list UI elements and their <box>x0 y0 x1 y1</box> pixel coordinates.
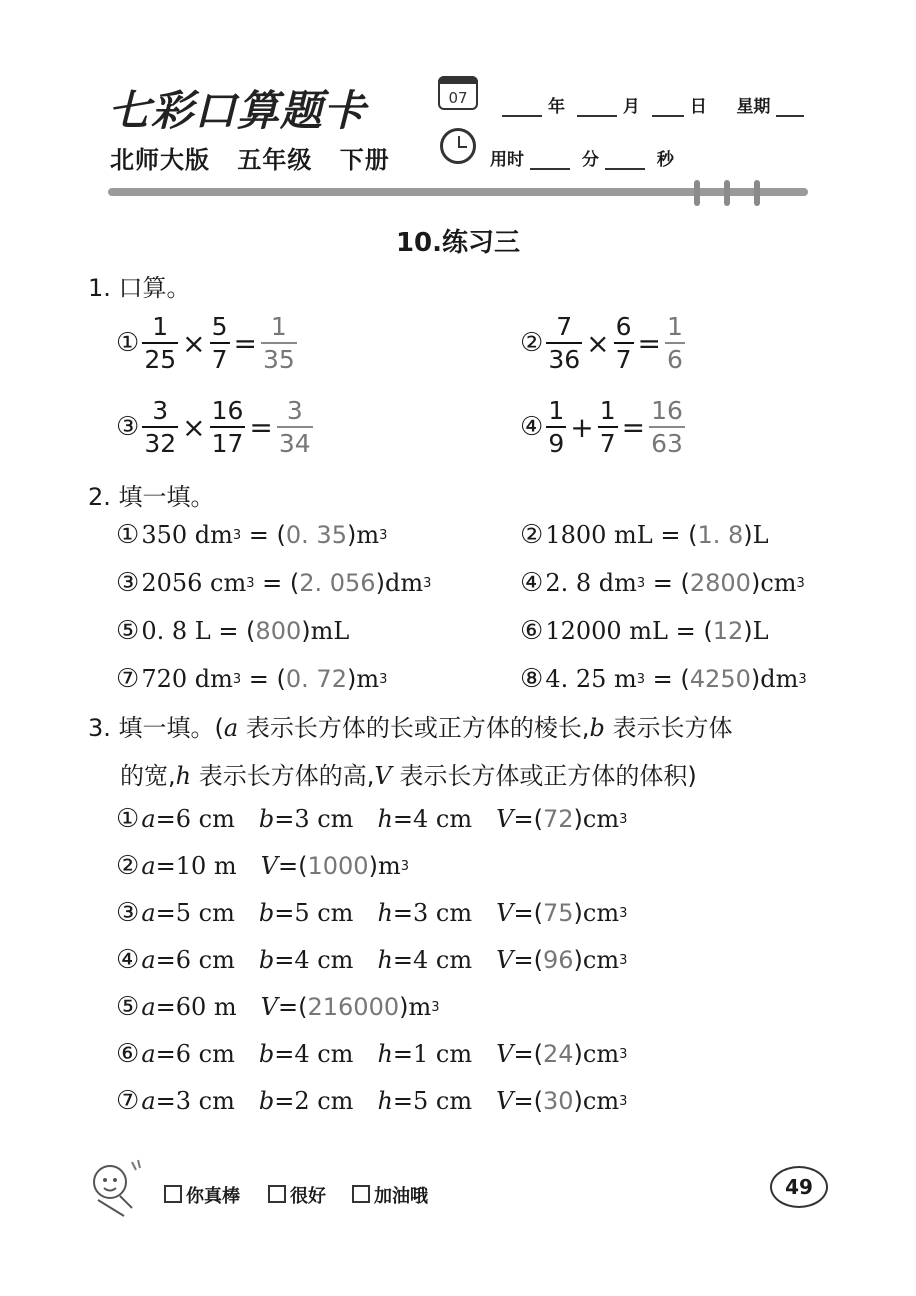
answer: 4250 <box>689 665 751 693</box>
answer: 1000 <box>307 852 369 880</box>
unit-conversion-item: ③ 2056 cm 3 = ( 2. 056 ) dm 3 <box>116 568 432 598</box>
lesson-title: 10.练习三 <box>395 228 521 258</box>
answer: 800 <box>255 617 302 645</box>
oral-calc-item: ② $\frac{7}{36}$ × $\frac{6}{7}$ = $\frac{1}{6}$ <box>520 312 683 374</box>
oral-calc-item: ① $\frac{1}{25}$ × $\frac{5}{7}$ = $\frac{1}{35}$ <box>116 312 295 374</box>
divider-bead <box>724 180 730 206</box>
answer: 12 <box>712 617 744 645</box>
answer: 96 <box>542 946 574 974</box>
fraction: $\frac{5}{7}$ <box>211 312 228 374</box>
edition-line <box>110 140 408 175</box>
volume-item: ① a = 6 cm b = 3 cm h = 4 cm V =( 72 ) cm 3 <box>116 804 628 834</box>
page-number: 49 <box>770 1166 828 1208</box>
fraction: $\frac{7}{36}$ <box>548 312 581 374</box>
answer: 2800 <box>689 569 751 597</box>
fraction: $\frac{16}{63}$ <box>651 396 683 458</box>
oral-calc-item: ④ $\frac{1}{9}$ + $\frac{1}{7}$ = $\frac{16}{63}$ <box>520 396 683 458</box>
unit-conversion-item: ⑧ 4. 25 m 3 = ( 4250 ) dm 3 <box>520 664 807 694</box>
answer: 72 <box>542 805 574 833</box>
fraction: $\frac{1}{35}$ <box>262 312 295 374</box>
volume-item: ⑦ a = 3 cm b = 2 cm h = 5 cm V =( 30 ) cm 3 <box>116 1086 628 1116</box>
fraction: $\frac{1}{9}$ <box>548 396 565 458</box>
unit-conversion-item: ② 1800 mL = ( 1. 8 ) L <box>520 520 769 550</box>
answer: 24 <box>542 1040 574 1068</box>
calendar-icon: 07 <box>438 76 478 110</box>
divider-bead <box>694 180 700 206</box>
fraction: $\frac{3}{34}$ <box>278 396 311 458</box>
fraction: $\frac{3}{32}$ <box>144 396 177 458</box>
volume-item: ③ a = 5 cm b = 5 cm h = 3 cm V =( 75 ) cm 3 <box>116 898 628 928</box>
answer: 0. 35 <box>285 521 347 549</box>
fraction: $\frac{1}{7}$ <box>599 396 616 458</box>
fraction: $\frac{16}{17}$ <box>211 396 244 458</box>
header-divider <box>108 188 808 196</box>
unit-conversion-item: ⑤ 0. 8 L = ( 800 ) mL <box>116 616 350 646</box>
unit-conversion-item: ④ 2. 8 dm 3 = ( 2800 ) cm 3 <box>520 568 805 598</box>
volume-item: ④ a = 6 cm b = 4 cm h = 4 cm V =( 96 ) cm 3 <box>116 945 628 975</box>
fraction: $\frac{6}{7}$ <box>615 312 632 374</box>
unit-conversion-item: ⑦ 720 dm 3 = ( 0. 72 ) m 3 <box>116 664 388 694</box>
rating-option-keep-trying[interactable]: 加油哦 <box>352 1182 428 1208</box>
section3-heading-line2: 的宽,h 表示长方体的高,V 表示长方体或正方体的体积) <box>120 762 697 790</box>
answer: 216000 <box>307 993 400 1021</box>
volume: 下册 <box>339 146 390 174</box>
time-used-line: 用时 分 秒 <box>490 150 674 170</box>
rating-option-great[interactable]: 你真棒 <box>164 1182 240 1208</box>
answer: 2. 056 <box>299 569 376 597</box>
clock-icon <box>440 128 476 164</box>
unit-conversion-item: ① 350 dm 3 = ( 0. 35 ) m 3 <box>116 520 388 550</box>
volume-item: ⑥ a = 6 cm b = 4 cm h = 1 cm V =( 24 ) cm 3 <box>116 1039 628 1069</box>
unit-conversion-item: ⑥ 12000 mL = ( 12 ) L <box>520 616 769 646</box>
oral-calc-item: ③ $\frac{3}{32}$ × $\frac{16}{17}$ = $\frac{3}{34}$ <box>116 396 311 458</box>
edition: 北师大版 <box>110 146 210 174</box>
volume-item: ⑤ a = 60 m V =( 216000 ) m 3 <box>116 992 440 1022</box>
fraction: $\frac{1}{25}$ <box>144 312 177 374</box>
answer: 1. 8 <box>697 521 744 549</box>
answer: 75 <box>542 899 574 927</box>
fraction: $\frac{1}{6}$ <box>666 312 683 374</box>
brand-title: 七彩口算题卡 <box>108 86 367 135</box>
section3-heading: 3. 填一填。(a 表示长方体的长或正方体的棱长,b 表示长方体 <box>88 714 733 742</box>
divider-bead <box>754 180 760 206</box>
answer: 0. 72 <box>285 665 347 693</box>
rating-option-good[interactable]: 很好 <box>268 1182 326 1208</box>
section2-heading: 2. 填一填。 <box>88 483 215 511</box>
answer: 30 <box>542 1087 574 1115</box>
grade: 五年级 <box>237 146 313 174</box>
section1-heading: 1. 口算。 <box>88 274 191 302</box>
volume-item: ② a = 10 m V =( 1000 ) m 3 <box>116 851 409 881</box>
date-line: 年 月 日 星期 <box>496 92 810 117</box>
mascot-icon <box>84 1156 144 1222</box>
